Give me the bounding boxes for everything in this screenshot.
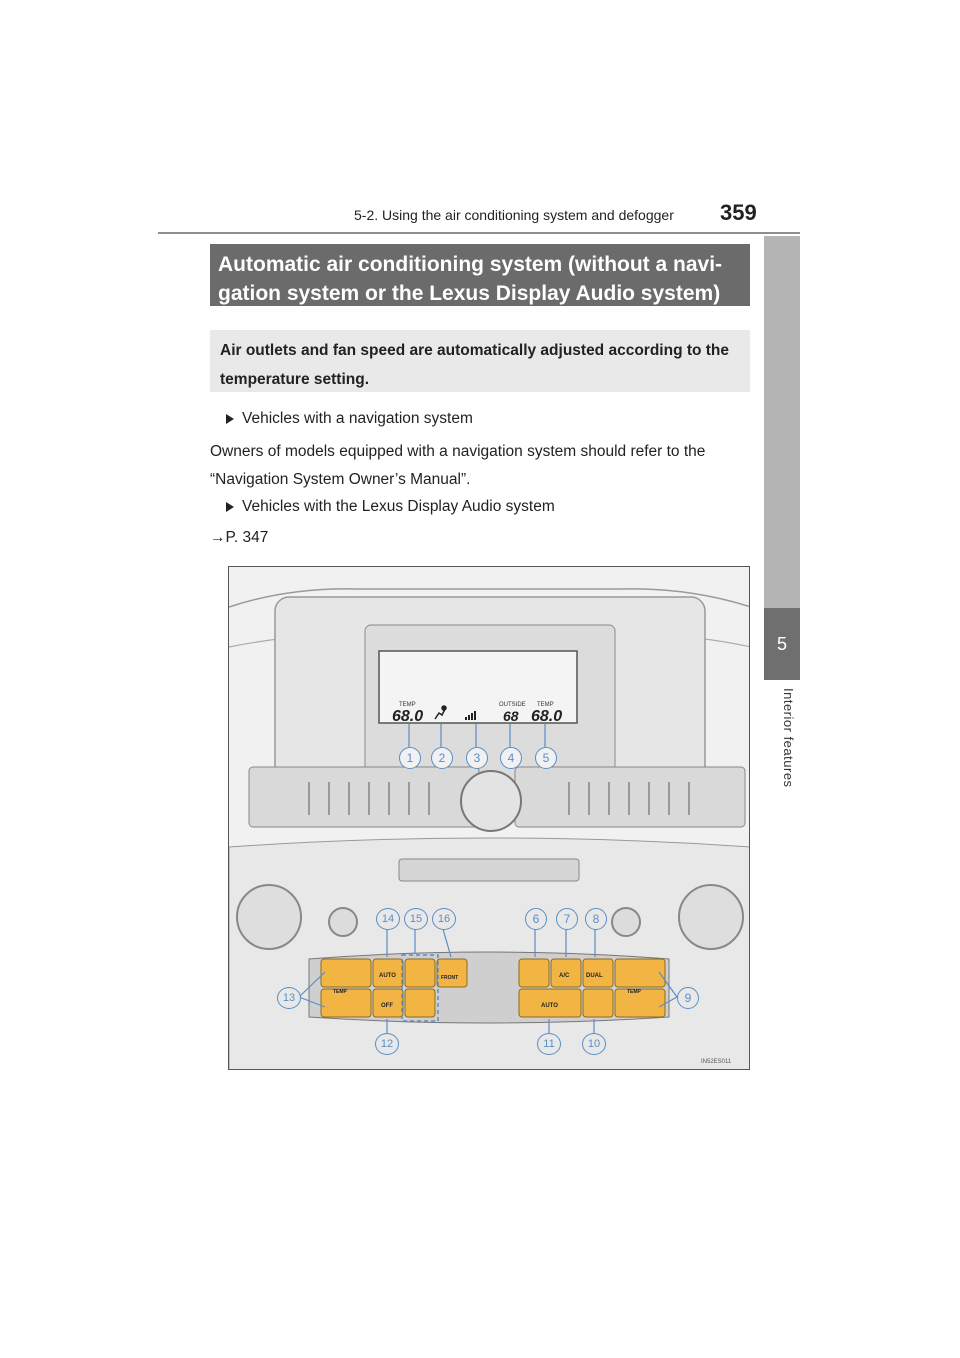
callout-6: 6 bbox=[525, 908, 547, 930]
callout-11: 11 bbox=[537, 1033, 561, 1055]
callout-14: 14 bbox=[376, 908, 400, 930]
front-label: FRONT bbox=[441, 975, 459, 981]
main-heading-line2: gation system or the Lexus Display Audio system) bbox=[218, 282, 721, 305]
fan-up-button bbox=[405, 959, 435, 987]
main-heading bbox=[210, 244, 750, 306]
callout-16: 16 bbox=[432, 908, 456, 930]
lcd-temp-label-right: TEMP bbox=[537, 702, 554, 708]
section-title: 5-2. Using the air conditioning system and defogger bbox=[354, 207, 674, 223]
control-panel-illustration bbox=[229, 567, 750, 1070]
off-label: OFF bbox=[381, 1003, 393, 1009]
airflow-mode-button bbox=[519, 959, 549, 987]
chapter-side-tab bbox=[764, 236, 800, 876]
callout-15: 15 bbox=[404, 908, 428, 930]
navigation-note bbox=[210, 438, 755, 494]
lcd-temp-left: 68.0 bbox=[392, 708, 424, 725]
main-heading-line1: Automatic air conditioning system (without a navi- bbox=[218, 253, 723, 276]
chapter-number: 5 bbox=[764, 608, 800, 680]
bullet-navigation bbox=[226, 410, 473, 428]
fan-down-button bbox=[405, 989, 435, 1017]
temp-right-label: TEMP bbox=[627, 989, 641, 995]
lcd-outside-label: OUTSIDE bbox=[499, 702, 526, 708]
header-divider bbox=[158, 232, 800, 234]
lcd-outside-value: 68 bbox=[503, 708, 519, 724]
chapter-label: Interior features bbox=[781, 688, 796, 788]
callout-9: 9 bbox=[677, 987, 699, 1009]
temp-up-left-button bbox=[321, 959, 371, 987]
bullet-arrow-icon bbox=[226, 414, 234, 424]
center-knob bbox=[461, 771, 521, 831]
dual-label: DUAL bbox=[586, 973, 603, 979]
lcd-temp-right: 68.0 bbox=[531, 708, 563, 725]
auto-label: AUTO bbox=[379, 973, 396, 979]
callout-3: 3 bbox=[466, 747, 488, 769]
callout-13: 13 bbox=[277, 987, 301, 1009]
left-vent bbox=[249, 767, 479, 827]
figure-code: IN52ES011 bbox=[701, 1059, 732, 1065]
bullet-arrow-icon bbox=[226, 502, 234, 512]
ac-label: A/C bbox=[559, 973, 570, 979]
bullet-display-audio bbox=[226, 498, 555, 516]
page-reference[interactable]: →P. 347 bbox=[210, 529, 269, 546]
callout-7: 7 bbox=[556, 908, 578, 930]
right-knob bbox=[679, 885, 743, 949]
callout-2: 2 bbox=[431, 747, 453, 769]
side-tab-upper bbox=[764, 236, 800, 608]
navigation-note-line2: “Navigation System Owner’s Manual”. bbox=[210, 471, 471, 488]
lcd-temp-label-left: TEMP bbox=[399, 702, 416, 708]
auto-right-label: AUTO bbox=[541, 1003, 558, 1009]
control-panel-figure bbox=[228, 566, 750, 1070]
intro-line1: Air outlets and fan speed are automatically adjusted according to the bbox=[220, 342, 730, 359]
bullet-label: Vehicles with a navigation system bbox=[242, 410, 473, 427]
callout-1: 1 bbox=[399, 747, 421, 769]
intro-line2: temperature setting. bbox=[220, 371, 370, 388]
bullet-label: Vehicles with the Lexus Display Audio system bbox=[242, 498, 555, 515]
page-number: 359 bbox=[720, 200, 757, 225]
callout-4: 4 bbox=[500, 747, 522, 769]
intro-box bbox=[210, 330, 750, 392]
callout-8: 8 bbox=[585, 908, 607, 930]
navigation-note-line1: Owners of models equipped with a navigation system should refer to the bbox=[210, 443, 706, 460]
callout-10: 10 bbox=[582, 1033, 606, 1055]
temp-left-label: TEMP bbox=[333, 989, 347, 995]
callout-5: 5 bbox=[535, 747, 557, 769]
left-knob bbox=[237, 885, 301, 949]
callout-12: 12 bbox=[375, 1033, 399, 1055]
front-defogger-button bbox=[437, 959, 467, 987]
rear-defogger-button bbox=[583, 989, 613, 1017]
temp-up-right-button bbox=[615, 959, 665, 987]
cd-slot bbox=[399, 859, 579, 881]
